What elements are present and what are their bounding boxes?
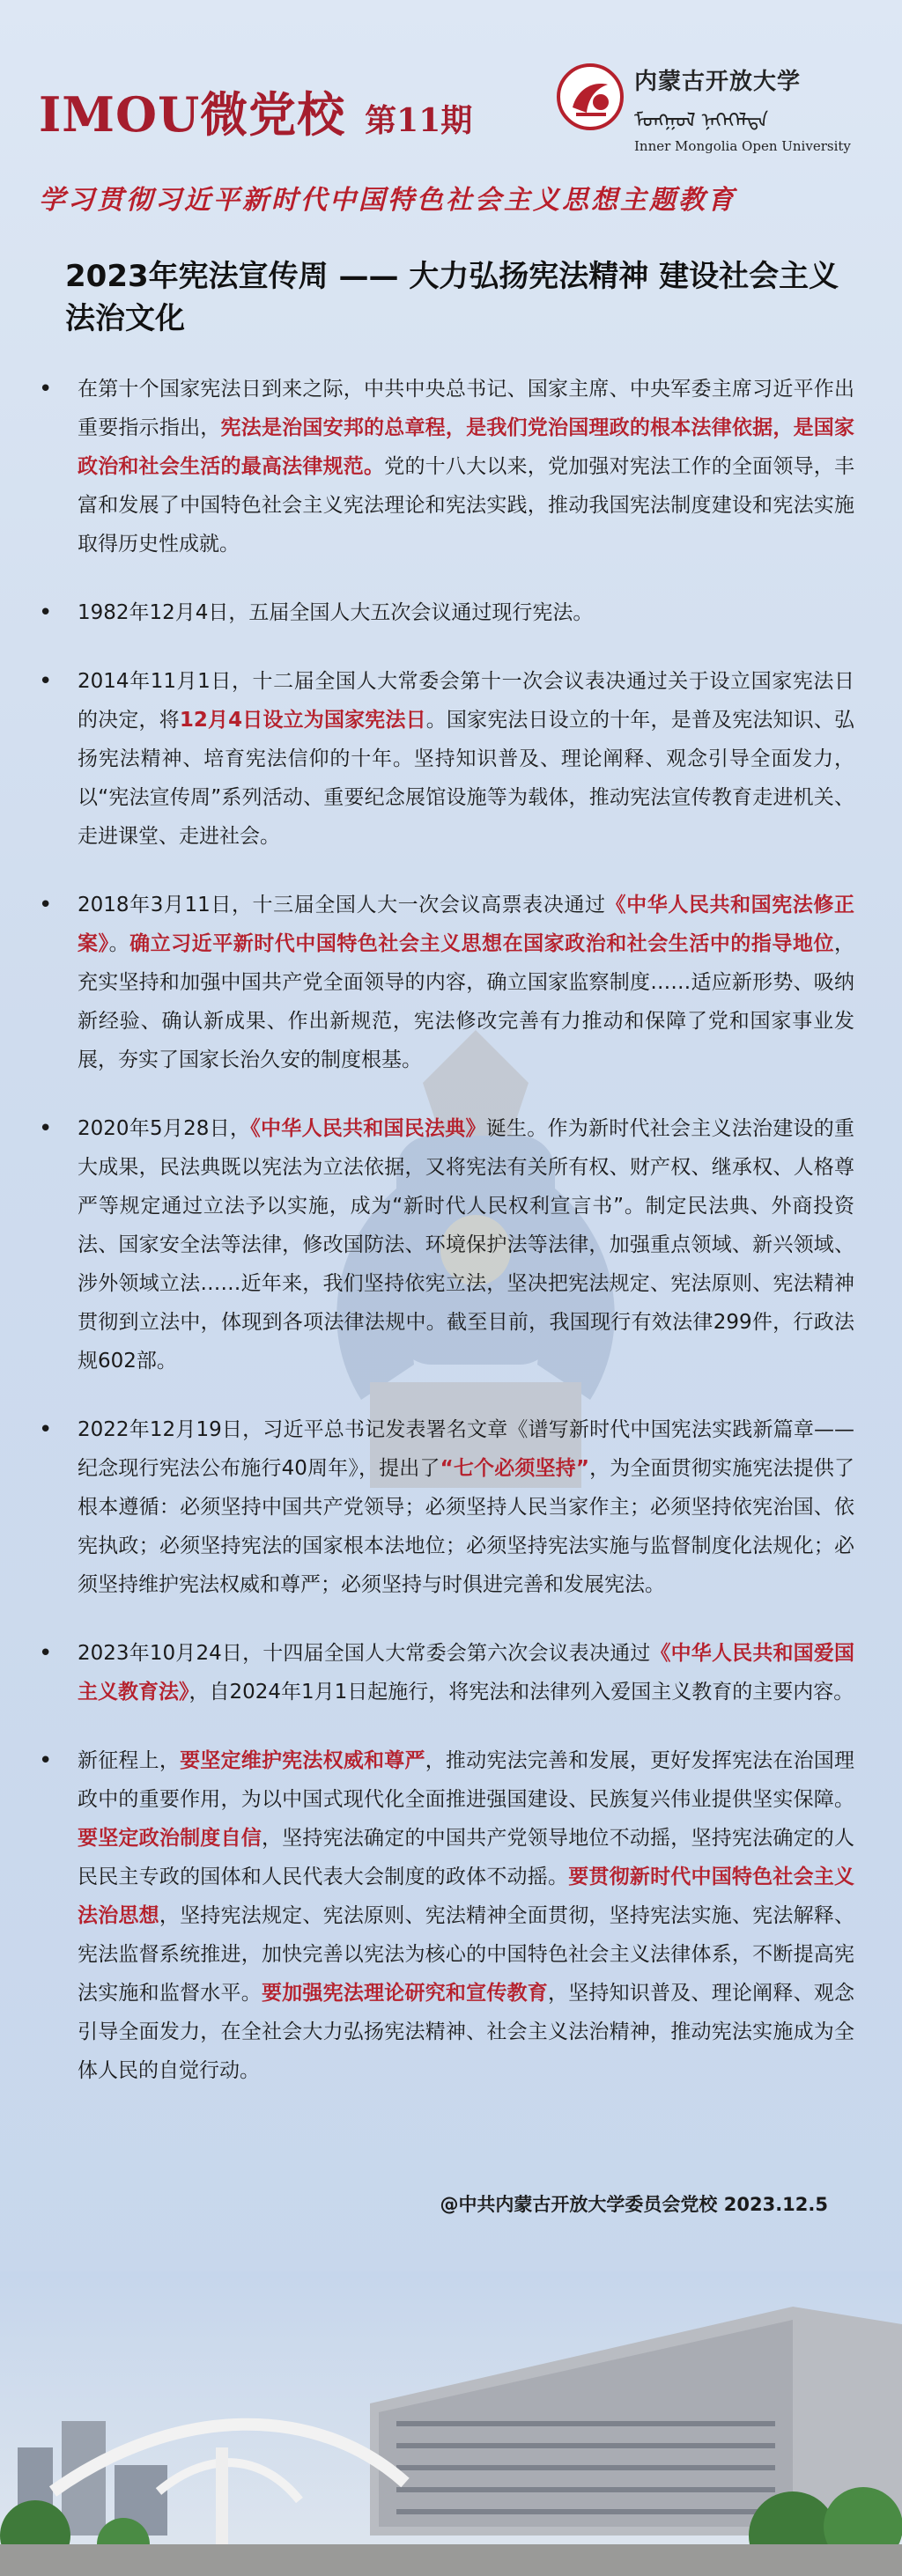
- paragraph-text: ，坚持宪法确定的中国共产党领导地位不动摇，坚持宪法确定的人民民主专政的国体和人民代表大会制度的政体不动摇。: [78, 1827, 855, 1888]
- paragraph-text: 2014年11月1日，十二届全国人大常委会第十一次会议表决通过关于设立国家宪法日的决定，将: [78, 670, 854, 732]
- paragraph: [35, 1109, 854, 1380]
- paragraph: [35, 593, 854, 632]
- paragraph-text: 2023年10月24日，十四届全国人大常委会第六次会议表决通过: [78, 1642, 651, 1665]
- bullet-icon: •: [39, 668, 53, 695]
- paragraph-text: 党的十八大以来，党加强对宪法工作的全面领导，丰富和发展了中国特色社会主义宪法理论和宪法实践，推动我国宪法制度建设和宪法实施取得历史性成就。: [78, 455, 855, 556]
- article-body: [35, 370, 854, 2120]
- paragraph: [35, 1634, 854, 1711]
- paragraph-text: ，为全面贯彻实施宪法提供了根本遵循：必须坚持中国共产党领导；必须坚持人民当家作主；必须坚持依宪治国、依宪执政；必须坚持宪法的国家根本法地位；必须坚持宪法实施与监督制度化法规化；必须坚持维护宪法权威和尊严；必须坚持与时俱进完善和发展宪法。: [78, 1457, 855, 1596]
- paragraph: [35, 1741, 854, 2090]
- paragraph-text: 1982年12月4日，五届全国人大五次会议通过现行宪法。: [78, 601, 594, 624]
- highlight-text: 要贯彻新时代中国特色社会主义法治思想: [78, 1866, 855, 1927]
- paragraph: [35, 886, 854, 1079]
- paragraph: [35, 1410, 854, 1604]
- university-logo-icon: [555, 62, 625, 132]
- university-name-block: [634, 63, 851, 154]
- bullet-icon: •: [39, 1115, 53, 1142]
- page-title: 2023年宪法宣传周 —— 大力弘扬宪法精神 建设社会主义法治文化: [65, 259, 839, 336]
- theme-slogan: 学习贯彻习近平新时代中国特色社会主义思想主题教育: [39, 185, 736, 216]
- paragraph: [35, 370, 854, 563]
- bullet-icon: •: [39, 600, 53, 626]
- bullet-icon: •: [39, 376, 53, 402]
- highlight-text: “七个必须坚持”: [440, 1457, 589, 1480]
- paragraph-text: 。国家宪法日设立的十年，是普及宪法知识、弘扬宪法精神、培育宪法信仰的十年。坚持知识普及、理论阐释、观念引导全面发力，以“宪法宣传周”系列活动、重要纪念展馆设施等为载体，推动宪法宣传教育走进机关、走进课堂、走进社会。: [78, 709, 855, 848]
- paragraph-text: ，自2024年1月1日起施行，将宪法和法律列入爱国主义教育的主要内容。: [189, 1681, 854, 1704]
- paragraph-text: 2022年12月19日，习近平总书记发表署名文章《谱写新时代中国宪法实践新篇章——纪念现行宪法公布施行40周年》，提出了: [78, 1418, 854, 1480]
- paragraph-text: 2020年5月28日，: [78, 1117, 251, 1140]
- paragraph-text: ，坚持宪法规定、宪法原则、宪法精神全面贯彻，坚持宪法实施、宪法解释、宪法监督系统推进，加快完善以宪法为核心的中国特色社会主义法律体系，不断提高宪法实施和监督水平。: [78, 1904, 855, 2005]
- paragraph-text: ，坚持知识普及、理论阐释、观念引导全面发力，在全社会大力弘扬宪法精神、社会主义法治精神，推动宪法实施成为全体人民的自觉行动。: [78, 1982, 855, 2082]
- header: [0, 0, 902, 158]
- bullet-icon: •: [39, 1417, 53, 1443]
- highlight-text: 要加强宪法理论研究和宣传教育: [261, 1982, 548, 2005]
- campus-photo-icon: [0, 2271, 902, 2576]
- issue-number: 第11期: [365, 102, 473, 139]
- bullet-icon: •: [39, 892, 53, 918]
- university-name-cn: 内蒙古开放大学: [634, 69, 802, 95]
- highlight-text: 宪法是治国安邦的总章程，是我们党治国理政的根本法律依据，是国家政治和社会生活的最高法律规范。: [78, 416, 855, 478]
- paragraph-text: ，充实坚持和加强中国共产党全面领导的内容，确立国家监察制度……适应新形势、吸纳新经验、确认新成果、作出新规范，宪法修改完善有力推动和保障了党和国家事业发展，夯实了国家长治久安的制度根基。: [78, 932, 855, 1071]
- paragraph-text: 新征程上，: [78, 1749, 181, 1772]
- bullet-icon: •: [39, 1640, 53, 1667]
- paragraph: [35, 662, 854, 856]
- paragraph-text: 诞生。作为新时代社会主义法治建设的重大成果，民法典既以宪法为立法依据，又将宪法有关所有权、财产权、继承权、人格尊严等规定通过立法予以实施，成为“新时代人民权利宣言书”。制定民法典、外商投资法、国家安全法等法律，修改国防法、环境保护法等法律，加强重点领域、新兴领域、涉外领域立法……近年来，我们坚持依宪立法，坚决把宪法规定、宪法原则、宪法精神贯彻到立法中，体现到各项法律法规中。截至目前，我国现行有效法律299件，行政法规602部。: [78, 1117, 855, 1373]
- paragraph-text: 。: [108, 932, 130, 955]
- brand-name: IMOU微党校: [39, 86, 346, 143]
- paragraph-text: 2018年3月11日，十三届全国人大一次会议高票表决通过: [78, 894, 606, 916]
- highlight-text: 《中华人民共和国民法典》: [250, 1117, 486, 1140]
- highlight-text: 《中华人民共和国爱国主义教育法》: [78, 1642, 854, 1704]
- paragraph-text: 在第十个国家宪法日到来之际，中共中央总书记、国家主席、中央军委主席习近平作出重要指示指出，: [78, 378, 854, 439]
- highlight-text: 要坚定政治制度自信: [78, 1827, 262, 1850]
- brand: [39, 77, 472, 145]
- signature: @中共内蒙古开放大学委员会党校 2023.12.5: [440, 2194, 828, 2215]
- highlight-text: 确立习近平新时代中国特色社会主义思想在国家政治和社会生活中的指导地位: [129, 932, 835, 955]
- highlight-text: 《中华人民共和国宪法修正案》: [78, 894, 855, 955]
- university-name-en: Inner Mongolia Open University: [634, 138, 851, 154]
- highlight-text: 12月4日设立为国家宪法日: [179, 709, 426, 732]
- highlight-text: 要坚定维护宪法权威和尊严: [180, 1749, 425, 1772]
- paragraph-text: ，推动宪法完善和发展，更好发挥宪法在治国理政中的重要作用，为以中国式现代化全面推进强国建设、民族复兴伟业提供坚实保障。: [78, 1749, 855, 1811]
- university-name-mn: ᠮᠣᠩᠭᠣᠯ ᠨᠡᠭᠡᠭᠡᠯᠲᠡ: [634, 110, 769, 132]
- bullet-icon: •: [39, 1748, 53, 1774]
